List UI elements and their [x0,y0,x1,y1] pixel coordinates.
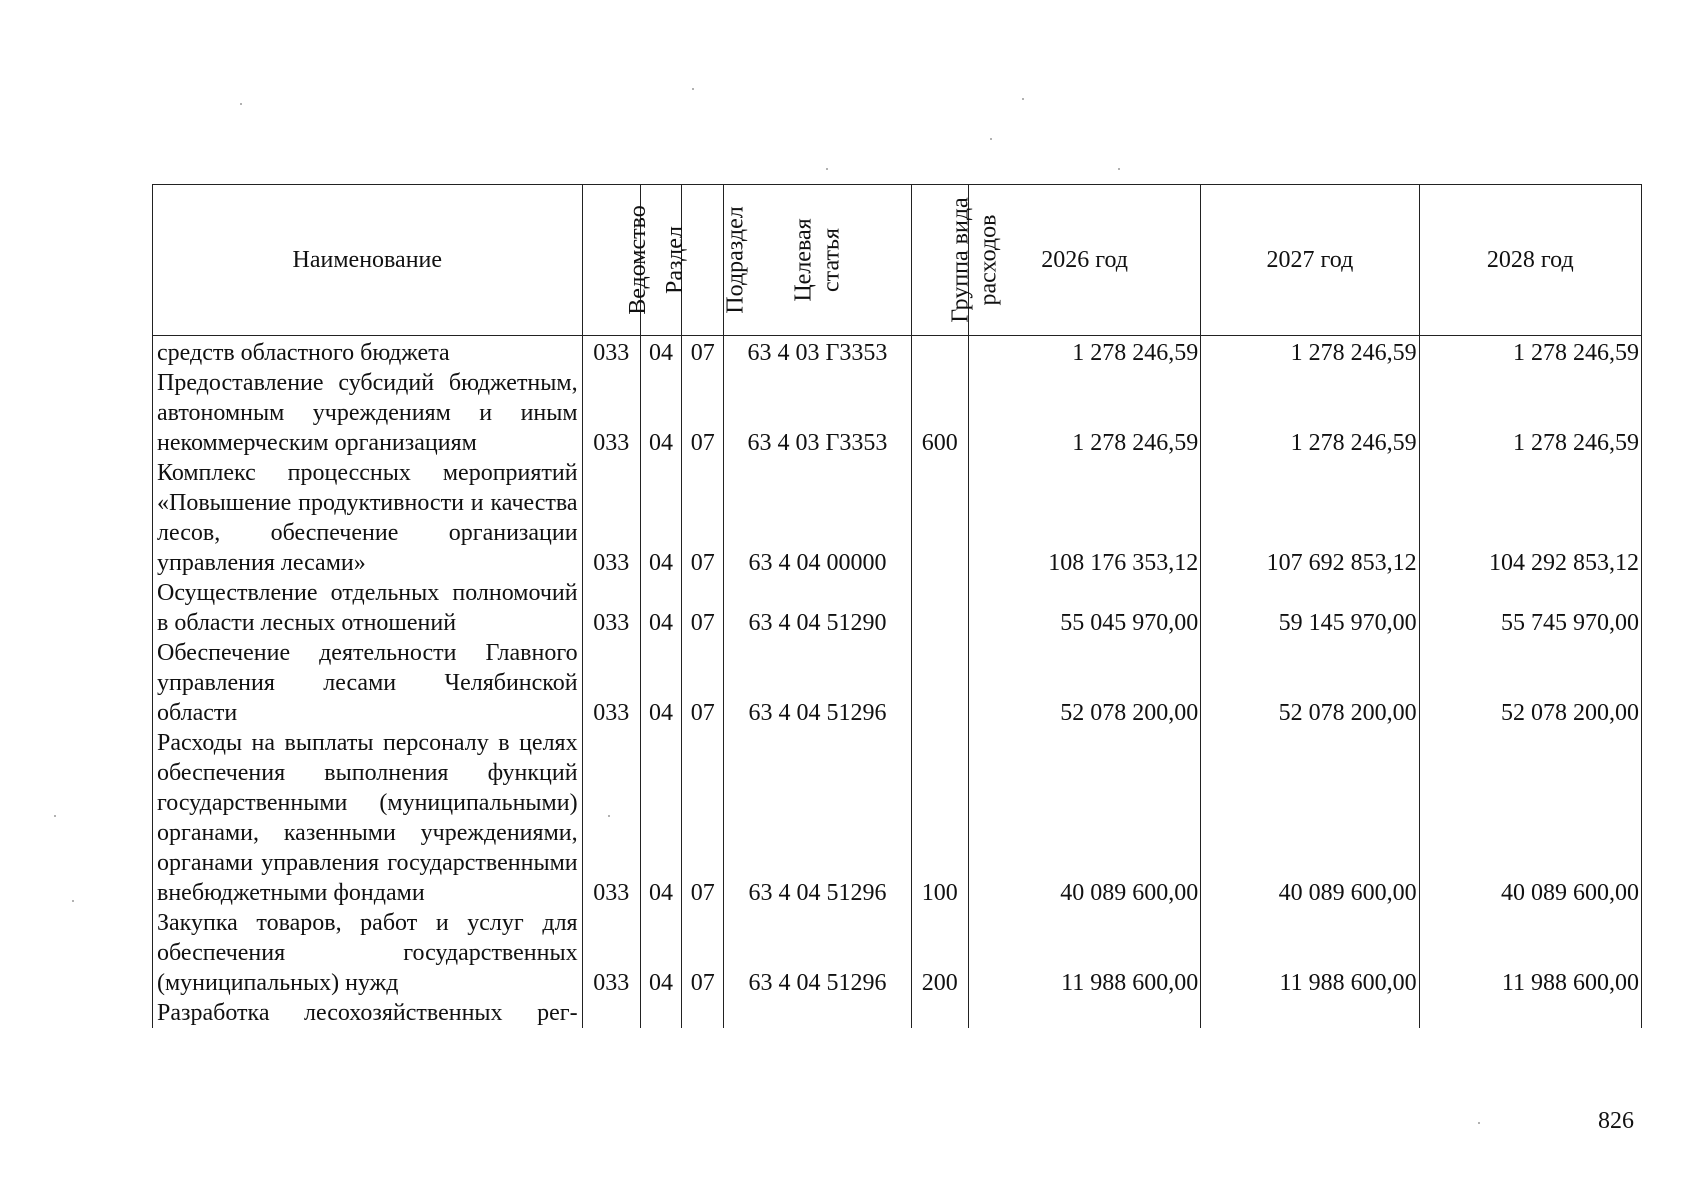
row-podrazdel: 07 [682,458,724,578]
row-2028: 1 278 246,59 [1419,368,1641,458]
row-name: Комплекс процессных мероприятий «Повышение продуктивности и качества лесов, обеспечение организации управления лесами» [153,458,583,578]
row-name: средств областного бюджета [153,336,583,369]
row-2026: 40 089 600,00 [968,728,1200,908]
row-2027: 40 089 600,00 [1201,728,1419,908]
table-row [153,578,1642,638]
row-vedomstvo: 033 [582,728,640,908]
row-razdel: 04 [640,458,681,578]
row-podrazdel: 07 [682,908,724,998]
row-celevaya-statya: 63 4 04 51290 [724,578,911,638]
row-gruppa [911,458,968,578]
row-name: Осуществление отдельных полномочий в области лесных отношений [153,578,583,638]
header-year-2026: 2026 год [968,185,1200,336]
header-year-2027: 2027 год [1201,185,1419,336]
row-2026: 108 176 353,12 [968,458,1200,578]
row-gruppa: 100 [911,728,968,908]
row-vedomstvo: 033 [582,908,640,998]
scan-speck [990,138,992,140]
table-row [153,728,1642,908]
row-2027: 1 278 246,59 [1201,336,1419,369]
row-celevaya-statya: 63 4 03 Г3353 [724,368,911,458]
table-row [153,998,1642,1028]
header-razdel: Раздел [640,185,681,336]
row-name: Предоставление субсидий бюджетным, автономным учреждениям и иным некоммерческим организациям [153,368,583,458]
row-razdel: 04 [640,578,681,638]
header-celevaya-statya: Целевая статья [724,185,911,336]
scan-speck [1118,168,1120,170]
row-vedomstvo: 033 [582,638,640,728]
header-year-2028: 2028 год [1419,185,1641,336]
row-2027: 52 078 200,00 [1201,638,1419,728]
row-2026: 1 278 246,59 [968,336,1200,369]
row-2028: 52 078 200,00 [1419,638,1641,728]
row-celevaya-statya: 63 4 04 51296 [724,908,911,998]
row-2028: 104 292 853,12 [1419,458,1641,578]
row-name: Обеспечение деятельности Главного управления лесами Челябинской области [153,638,583,728]
row-razdel: 04 [640,728,681,908]
row-podrazdel [682,998,724,1028]
row-2027: 1 278 246,59 [1201,368,1419,458]
table-row [153,368,1642,458]
row-gruppa: 200 [911,908,968,998]
table-row [153,638,1642,728]
row-podrazdel: 07 [682,638,724,728]
row-2027: 11 988 600,00 [1201,908,1419,998]
row-vedomstvo: 033 [582,336,640,369]
header-name: Наименование [153,185,583,336]
row-2027 [1201,998,1419,1028]
row-name: Расходы на выплаты персоналу в целях обеспечения выполнения функций государственными (муниципальными) органами, казенными учреждениями, органами управления государственными внебюджетными фондами [153,728,583,908]
row-gruppa [911,578,968,638]
row-celevaya-statya: 63 4 04 51296 [724,638,911,728]
row-podrazdel: 07 [682,336,724,369]
row-2028 [1419,998,1641,1028]
scan-speck [1478,1122,1480,1124]
row-vedomstvo: 033 [582,578,640,638]
row-2026 [968,998,1200,1028]
row-vedomstvo: 033 [582,368,640,458]
row-2027: 59 145 970,00 [1201,578,1419,638]
row-2028: 1 278 246,59 [1419,336,1641,369]
row-2026: 55 045 970,00 [968,578,1200,638]
row-podrazdel: 07 [682,578,724,638]
header-gruppa-vida-rashodov: Группа вида расходов [911,185,968,336]
row-gruppa [911,998,968,1028]
table-row [153,458,1642,578]
row-razdel: 04 [640,908,681,998]
scan-speck [72,900,74,902]
scan-speck [54,815,56,817]
row-celevaya-statya: 63 4 04 51296 [724,728,911,908]
scan-speck [692,88,694,90]
row-vedomstvo [582,998,640,1028]
row-name: Разработка лесохозяйственных рег- [153,998,583,1028]
row-gruppa: 600 [911,368,968,458]
row-gruppa [911,638,968,728]
table-row [153,336,1642,369]
scan-speck [240,103,242,105]
page-number: 826 [1598,1108,1634,1134]
table-header-row [153,185,1642,336]
row-2027: 107 692 853,12 [1201,458,1419,578]
row-razdel: 04 [640,336,681,369]
header-podrazdel: Подраздел [682,185,724,336]
row-celevaya-statya [724,998,911,1028]
row-podrazdel: 07 [682,728,724,908]
row-razdel [640,998,681,1028]
row-2028: 11 988 600,00 [1419,908,1641,998]
row-vedomstvo: 033 [582,458,640,578]
row-2028: 55 745 970,00 [1419,578,1641,638]
table-row [153,908,1642,998]
row-razdel: 04 [640,638,681,728]
row-celevaya-statya: 63 4 04 00000 [724,458,911,578]
row-name: Закупка товаров, работ и услуг для обеспечения государственных (муниципальных) нужд [153,908,583,998]
row-razdel: 04 [640,368,681,458]
row-celevaya-statya: 63 4 03 Г3353 [724,336,911,369]
row-gruppa [911,336,968,369]
row-podrazdel: 07 [682,368,724,458]
header-vedomstvo: Ведомство [582,185,640,336]
row-2026: 11 988 600,00 [968,908,1200,998]
scan-speck [1022,98,1024,100]
budget-table [152,184,1642,1028]
row-2026: 1 278 246,59 [968,368,1200,458]
row-2028: 40 089 600,00 [1419,728,1641,908]
scan-speck [826,168,828,170]
row-2026: 52 078 200,00 [968,638,1200,728]
